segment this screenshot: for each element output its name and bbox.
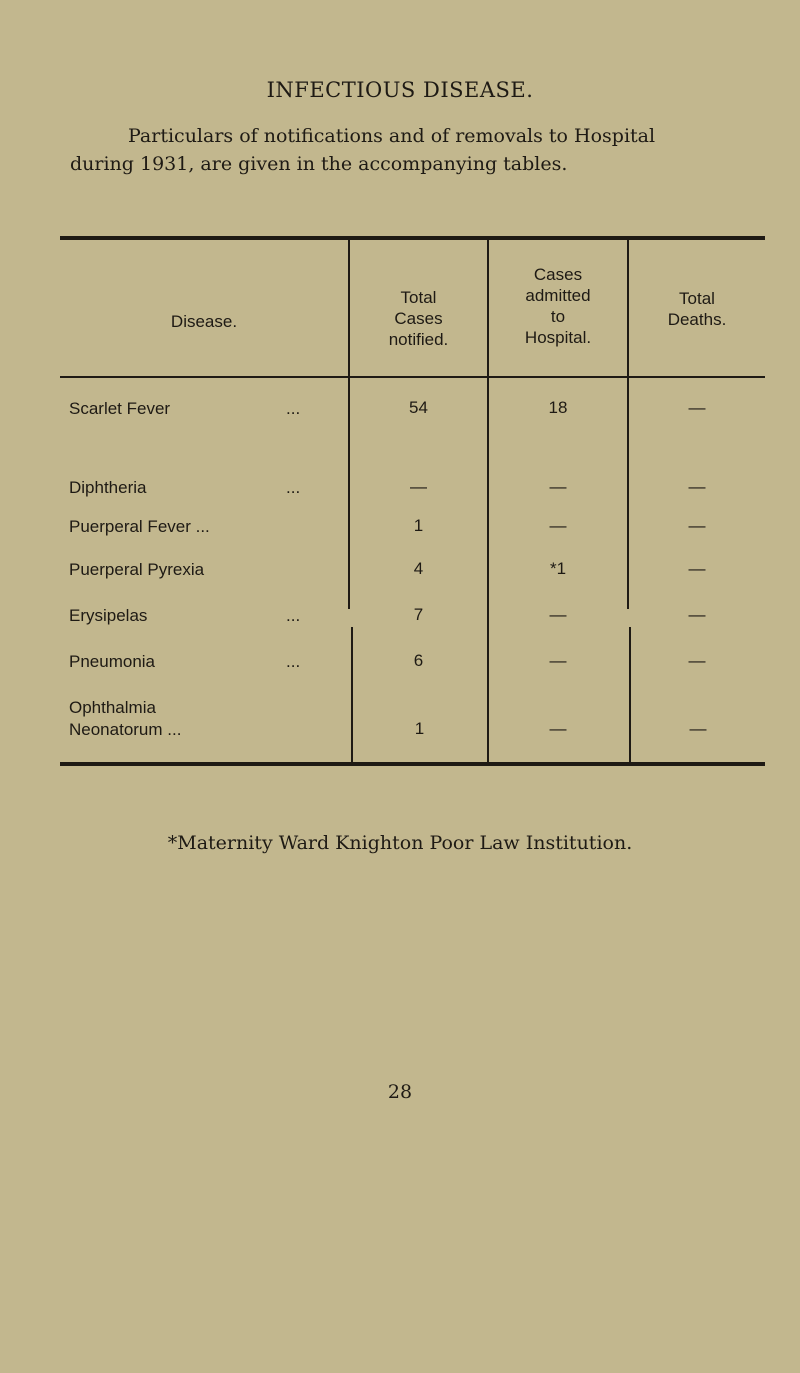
header-deaths-line-2: Deaths.: [667, 310, 727, 329]
table-header-rule: [60, 376, 765, 378]
intro-paragraph: [70, 122, 770, 178]
column-divider-1-lower: [351, 627, 353, 762]
table-cell-notified: 54: [409, 398, 428, 417]
header-total-cases-notified: [350, 287, 487, 350]
table-row-disease: Pneumonia: [69, 652, 156, 671]
header-notified-line-2: Cases: [394, 309, 443, 328]
table-cell-deaths: —: [688, 559, 706, 578]
table-row-disease: Puerperal Pyrexia: [69, 560, 205, 579]
table-row-disease: Puerperal Fever ...: [69, 517, 210, 536]
table-cell-admitted: —: [549, 477, 567, 496]
header-disease: Disease.: [170, 312, 238, 331]
page-number: 28: [387, 1081, 413, 1103]
table-cell-notified: 1: [414, 719, 425, 738]
table-cell-admitted: —: [549, 516, 567, 535]
header-notified-line-3: notified.: [388, 330, 449, 349]
table-cell-deaths: —: [688, 516, 706, 535]
column-divider-3-lower: [629, 627, 631, 762]
footnote: *Maternity Ward Knighton Poor Law Institution.: [167, 832, 633, 854]
header-cases-admitted: [489, 264, 627, 348]
table-cell-notified: 6: [413, 651, 424, 670]
table-cell-deaths: —: [689, 719, 707, 738]
leader-dots: ...: [286, 606, 301, 625]
page-title: INFECTIOUS DISEASE.: [266, 78, 534, 102]
table-cell-notified: —: [410, 477, 427, 496]
header-admitted-line-1: Cases: [533, 265, 583, 284]
table-cell-notified: 4: [413, 559, 424, 578]
table-bottom-rule: [60, 762, 765, 766]
table-row-disease: Diphtheria: [69, 478, 147, 497]
table-cell-admitted: —: [549, 651, 567, 670]
table-cell-admitted: *1: [549, 559, 567, 578]
leader-dots: ...: [286, 399, 301, 418]
table-cell-deaths: —: [688, 651, 706, 670]
header-notified-line-1: Total: [400, 288, 437, 307]
header-admitted-line-4: Hospital.: [524, 328, 592, 347]
table-cell-admitted: —: [549, 719, 567, 738]
intro-line-2: during 1931, are given in the accompanying tables.: [70, 153, 568, 175]
table-cell-deaths: —: [688, 605, 706, 624]
table-row-disease: Scarlet Fever: [69, 399, 171, 418]
table-top-rule: [60, 236, 765, 240]
header-admitted-line-3: to: [550, 307, 566, 326]
table-cell-admitted: —: [549, 605, 567, 624]
header-deaths-line-1: Total: [679, 289, 715, 308]
leader-dots: ...: [286, 652, 301, 671]
intro-line-1: Particulars of notifications and of removals to Hospital: [128, 125, 656, 147]
table-cell-notified: 7: [413, 605, 424, 624]
table-row-disease: Erysipelas: [69, 606, 148, 625]
table-cell-deaths: —: [688, 477, 706, 496]
table-cell-notified: 1: [413, 516, 424, 535]
table-cell-deaths: —: [688, 398, 706, 417]
table-row-disease-line-2: Neonatorum ...: [69, 720, 182, 739]
leader-dots: ...: [286, 478, 301, 497]
table-row-disease-line-1: Ophthalmia: [69, 698, 156, 717]
header-admitted-line-2: admitted: [525, 286, 591, 305]
header-total-deaths: [629, 288, 765, 330]
table-cell-admitted: 18: [548, 398, 568, 417]
